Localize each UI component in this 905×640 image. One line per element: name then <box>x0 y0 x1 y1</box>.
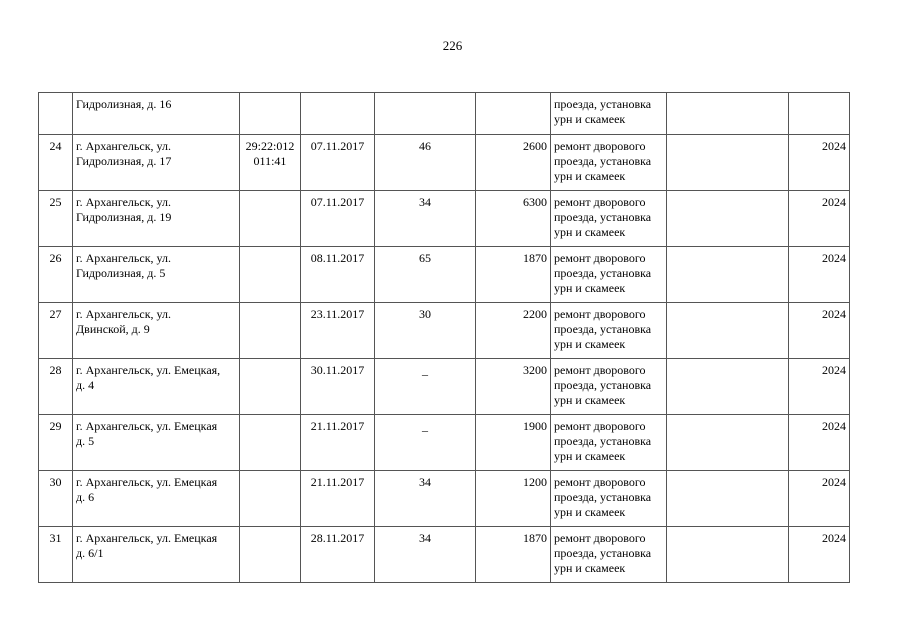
empty-cell <box>667 93 789 135</box>
work-type-cell: ремонт дворового проезда, установка урн и скамеек <box>551 471 667 527</box>
row-number-cell: 24 <box>39 135 73 191</box>
table-row <box>39 415 850 471</box>
area-cell: 3200 <box>476 359 551 415</box>
address-cell: г. Архангельск, ул. Двинской, д. 9 <box>73 303 240 359</box>
empty-cell <box>667 135 789 191</box>
work-type-cell: ремонт дворового проезда, установка урн и скамеек <box>551 415 667 471</box>
table-body <box>39 93 850 583</box>
area-cell: 1200 <box>476 471 551 527</box>
work-type-cell: проезда, установка урн и скамеек <box>551 93 667 135</box>
cadastral-number-cell <box>240 93 301 135</box>
year-cell: 2024 <box>789 135 850 191</box>
address-cell: г. Архангельск, ул. Гидролизная, д. 19 <box>73 191 240 247</box>
work-type-cell: ремонт дворового проезда, установка урн и скамеек <box>551 191 667 247</box>
area-cell: 1900 <box>476 415 551 471</box>
address-cell: г. Архангельск, ул. Гидролизная, д. 17 <box>73 135 240 191</box>
cadastral-number-cell <box>240 471 301 527</box>
address-cell: г. Архангельск, ул. Гидролизная, д. 5 <box>73 247 240 303</box>
empty-cell <box>667 359 789 415</box>
row-number-cell: 31 <box>39 527 73 583</box>
year-cell: 2024 <box>789 471 850 527</box>
year-cell: 2024 <box>789 527 850 583</box>
area-cell: 2200 <box>476 303 551 359</box>
table-row <box>39 303 850 359</box>
empty-cell <box>667 191 789 247</box>
empty-cell <box>667 415 789 471</box>
table-row <box>39 135 850 191</box>
residents-cell: 46 <box>375 135 476 191</box>
date-cell: 07.11.2017 <box>301 191 375 247</box>
row-number-cell: 27 <box>39 303 73 359</box>
residents-cell: 30 <box>375 303 476 359</box>
address-cell: г. Архангельск, ул. Емецкая д. 6 <box>73 471 240 527</box>
table-row <box>39 191 850 247</box>
row-number-cell: 29 <box>39 415 73 471</box>
work-type-cell: ремонт дворового проезда, установка урн и скамеек <box>551 359 667 415</box>
date-cell: 30.11.2017 <box>301 359 375 415</box>
area-cell: 2600 <box>476 135 551 191</box>
residents-cell: 34 <box>375 471 476 527</box>
residents-cell: 65 <box>375 247 476 303</box>
date-cell: 21.11.2017 <box>301 471 375 527</box>
residents-cell: _ <box>375 415 476 471</box>
work-type-cell: ремонт дворового проезда, установка урн и скамеек <box>551 527 667 583</box>
table-row <box>39 359 850 415</box>
data-table <box>38 92 850 583</box>
year-cell: 2024 <box>789 303 850 359</box>
address-cell: Гидролизная, д. 16 <box>73 93 240 135</box>
work-type-cell: ремонт дворового проезда, установка урн и скамеек <box>551 303 667 359</box>
table-row <box>39 247 850 303</box>
address-cell: г. Архангельск, ул. Емецкая д. 5 <box>73 415 240 471</box>
work-type-cell: ремонт дворового проезда, установка урн и скамеек <box>551 135 667 191</box>
cadastral-number-cell <box>240 359 301 415</box>
row-number-cell: 26 <box>39 247 73 303</box>
page-number: 226 <box>442 38 463 53</box>
row-number-cell: 30 <box>39 471 73 527</box>
date-cell <box>301 93 375 135</box>
empty-cell <box>667 527 789 583</box>
residents-cell: _ <box>375 359 476 415</box>
cadastral-number-cell: 29:22:012 011:41 <box>240 135 301 191</box>
date-cell: 23.11.2017 <box>301 303 375 359</box>
date-cell: 21.11.2017 <box>301 415 375 471</box>
cadastral-number-cell <box>240 303 301 359</box>
cadastral-number-cell <box>240 247 301 303</box>
table-row <box>39 93 850 135</box>
residents-cell: 34 <box>375 527 476 583</box>
empty-cell <box>667 471 789 527</box>
area-cell: 1870 <box>476 527 551 583</box>
date-cell: 07.11.2017 <box>301 135 375 191</box>
empty-cell <box>667 303 789 359</box>
year-cell: 2024 <box>789 415 850 471</box>
address-cell: г. Архангельск, ул. Емецкая д. 6/1 <box>73 527 240 583</box>
year-cell: 2024 <box>789 191 850 247</box>
area-cell: 6300 <box>476 191 551 247</box>
date-cell: 08.11.2017 <box>301 247 375 303</box>
residents-cell <box>375 93 476 135</box>
row-number-cell: 28 <box>39 359 73 415</box>
area-cell <box>476 93 551 135</box>
cadastral-number-cell <box>240 527 301 583</box>
year-cell: 2024 <box>789 247 850 303</box>
empty-cell <box>667 247 789 303</box>
date-cell: 28.11.2017 <box>301 527 375 583</box>
table-row <box>39 527 850 583</box>
address-cell: г. Архангельск, ул. Емецкая, д. 4 <box>73 359 240 415</box>
year-cell: 2024 <box>789 359 850 415</box>
cadastral-number-cell <box>240 191 301 247</box>
residents-cell: 34 <box>375 191 476 247</box>
year-cell <box>789 93 850 135</box>
table-row <box>39 471 850 527</box>
row-number-cell: 25 <box>39 191 73 247</box>
work-type-cell: ремонт дворового проезда, установка урн и скамеек <box>551 247 667 303</box>
row-number-cell <box>39 93 73 135</box>
cadastral-number-cell <box>240 415 301 471</box>
area-cell: 1870 <box>476 247 551 303</box>
